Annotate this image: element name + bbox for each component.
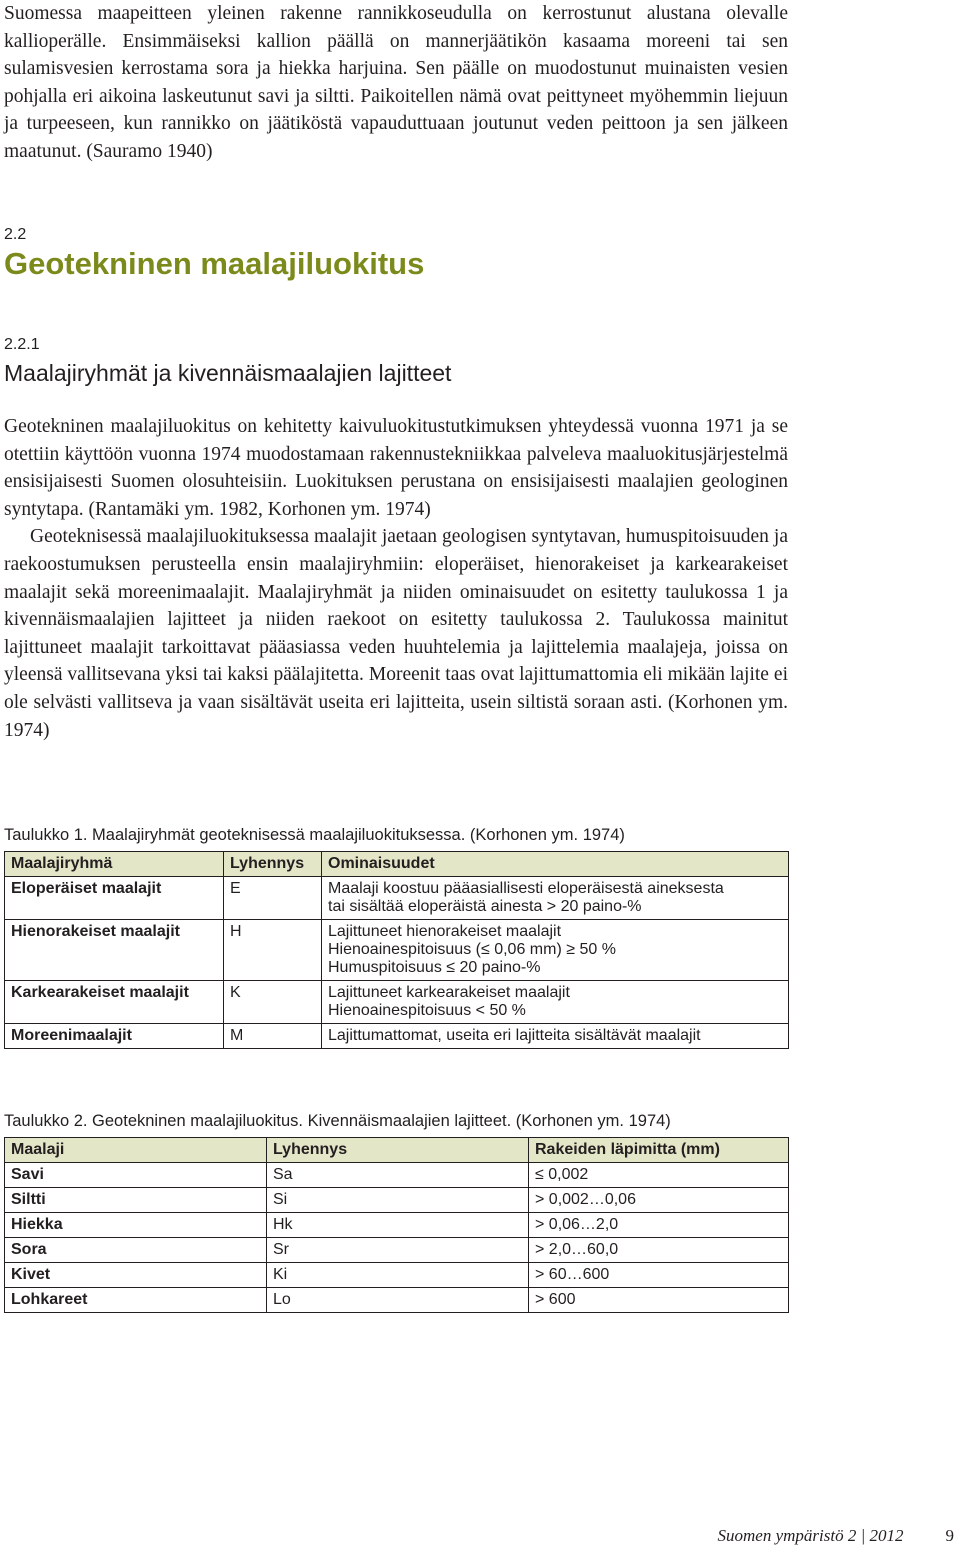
subsection-title: Maalajiryhmät ja kivennäismaalajien lajitteet xyxy=(4,360,452,386)
page-number: 9 xyxy=(945,1526,954,1545)
table2-cell-name: Kivet xyxy=(5,1263,267,1288)
table-row xyxy=(5,920,789,981)
table1-caption: Taulukko 1. Maalajiryhmät geoteknisessä maalajiluokituksessa. (Korhonen ym. 1974) xyxy=(4,826,625,844)
table1-header-group: Maalajiryhmä xyxy=(5,852,224,877)
table1-cell-props xyxy=(322,877,789,920)
table1-header-row xyxy=(5,852,789,877)
table-row xyxy=(5,981,789,1024)
prop-line: Lajittumattomat, useita eri lajitteita sisältävät maalajit xyxy=(328,1027,701,1044)
table2-cell-abbr: Sa xyxy=(267,1163,529,1188)
table2-header-name: Maalaji xyxy=(5,1138,267,1163)
table2-cell-size: > 2,0…60,0 xyxy=(529,1238,789,1263)
table2-header-row xyxy=(5,1138,789,1163)
table2-cell-size: > 600 xyxy=(529,1288,789,1313)
table2-cell-abbr: Lo xyxy=(267,1288,529,1313)
intro-text: Suomessa maapeitteen yleinen rakenne rannikkoseudulla on kerrostunut alustana olevalle kallioperälle. Ensimmäiseksi kallion päällä on mannerjäätikön kasaama moreeni tai sen sulamisvesien kerrostama sora ja hiekka harjuina. Sen päälle on muodostunut muinaisten vesien pohjalla eri aikoina laskeutunut savi ja siltti. Paikoitellen nämä ovat peittyneet myöhemmin liejuun ja turpeeseen, kun rannikko on jäätiköstä vapauduttuaan joutunut veden peittoon ja sen jälkeen maatunut. (Sauramo 1940) xyxy=(4,3,788,162)
table1-cell-abbr: K xyxy=(224,981,322,1024)
body-text xyxy=(4,413,788,744)
table1-cell-group: Hienorakeiset maalajit xyxy=(5,920,224,981)
table2-cell-abbr: Sr xyxy=(267,1238,529,1263)
table1-cell-group: Eloperäiset maalajit xyxy=(5,877,224,920)
table-row xyxy=(5,1188,789,1213)
section-title: Geotekninen maalajiluokitus xyxy=(4,246,425,281)
table-row xyxy=(5,1238,789,1263)
page-footer xyxy=(718,1526,955,1546)
table2 xyxy=(4,1137,789,1313)
table1-cell-abbr: H xyxy=(224,920,322,981)
table2-cell-name: Sora xyxy=(5,1238,267,1263)
table1-cell-group: Karkearakeiset maalajit xyxy=(5,981,224,1024)
intro-paragraph xyxy=(4,0,788,166)
table2-cell-abbr: Si xyxy=(267,1188,529,1213)
table2-cell-name: Lohkareet xyxy=(5,1288,267,1313)
table2-caption: Taulukko 2. Geotekninen maalajiluokitus. Kivennäismaalajien lajitteet. (Korhonen ym. 1974) xyxy=(4,1112,671,1130)
table2-cell-size: > 0,06…2,0 xyxy=(529,1213,789,1238)
table1-cell-group: Moreenimaalajit xyxy=(5,1024,224,1049)
table1-cell-abbr: M xyxy=(224,1024,322,1049)
table-row xyxy=(5,1024,789,1049)
table2-header-abbr: Lyhennys xyxy=(267,1138,529,1163)
table-row xyxy=(5,1163,789,1188)
table-row xyxy=(5,1288,789,1313)
prop-line: Humuspitoisuus ≤ 20 paino-% xyxy=(328,959,541,976)
table1-cell-props xyxy=(322,1024,789,1049)
body-paragraph-2: Geoteknisessä maalajiluokituksessa maalajit jaetaan geologisen syntytavan, humuspitoisuuden ja raekoostumuksen perusteella ensin maalajiryhmiin: eloperäiset, hienorakeiset ja karkearakeiset maalajit sekä moreenimaalajit. Maalajiryhmät ja niiden ominaisuudet on esitetty taulukossa 1 ja kivennäismaalajien lajitteet ja niiden raekoot on esitetty taulukossa 2. Taulukossa mainitut lajittuneet maalajit tarkoittavat pääasiassa veden huuhtelemia ja lajittelemia maalajeja, joissa on yleensä vallitsevana yksi tai kaksi päälajitetta. Moreenit taas ovat lajittumattomia eli mikään lajite ei ole selvästi vallitseva ja vaan sisältävät useita eri lajitteita, usein siltistä soraan asti. (Korhonen ym. 1974) xyxy=(4,526,788,741)
body-paragraph-1: Geotekninen maalajiluokitus on kehitetty kaivuluokitustutkimuksen yhteydessä vuonna 1971 ja se otettiin käyttöön vuonna 1974 muodostamaan rakennustekniikkaa palveleva maaluokitusjärjestelmä ensisijaisesti Suomen olosuhteisiin. Luokituksen perustana on ensisijaisesti maalajien geologinen syntytapa. (Rantamäki ym. 1982, Korhonen ym. 1974) xyxy=(4,416,788,520)
table1-cell-abbr: E xyxy=(224,877,322,920)
table2-cell-name: Savi xyxy=(5,1163,267,1188)
table-row xyxy=(5,1263,789,1288)
table2-cell-abbr: Hk xyxy=(267,1213,529,1238)
table1-cell-props xyxy=(322,920,789,981)
table-row xyxy=(5,1213,789,1238)
prop-line: tai sisältää eloperäistä ainesta > 20 paino-% xyxy=(328,898,642,915)
prop-line: Hienoainespitoisuus (≤ 0,06 mm) ≥ 50 % xyxy=(328,941,616,958)
subsection-number: 2.2.1 xyxy=(4,336,40,353)
table2-header-size: Rakeiden läpimitta (mm) xyxy=(529,1138,789,1163)
table2-cell-size: ≤ 0,002 xyxy=(529,1163,789,1188)
table-row xyxy=(5,877,789,920)
table2-cell-size: > 60…600 xyxy=(529,1263,789,1288)
prop-line: Hienoainespitoisuus < 50 % xyxy=(328,1002,526,1019)
table1 xyxy=(4,851,789,1049)
table2-cell-size: > 0,002…0,06 xyxy=(529,1188,789,1213)
section-number: 2.2 xyxy=(4,226,27,243)
prop-line: Maalaji koostuu pääasiallisesti eloperäisestä aineksesta xyxy=(328,880,724,897)
table2-cell-abbr: Ki xyxy=(267,1263,529,1288)
footer-source: Suomen ympäristö 2 | 2012 xyxy=(717,1526,904,1545)
table1-cell-props xyxy=(322,981,789,1024)
prop-line: Lajittuneet hienorakeiset maalajit xyxy=(328,923,562,940)
table1-header-abbr: Lyhennys xyxy=(224,852,322,877)
table1-header-props: Ominaisuudet xyxy=(322,852,789,877)
prop-line: Lajittuneet karkearakeiset maalajit xyxy=(328,984,570,1001)
table2-cell-name: Hiekka xyxy=(5,1213,267,1238)
table2-cell-name: Siltti xyxy=(5,1188,267,1213)
